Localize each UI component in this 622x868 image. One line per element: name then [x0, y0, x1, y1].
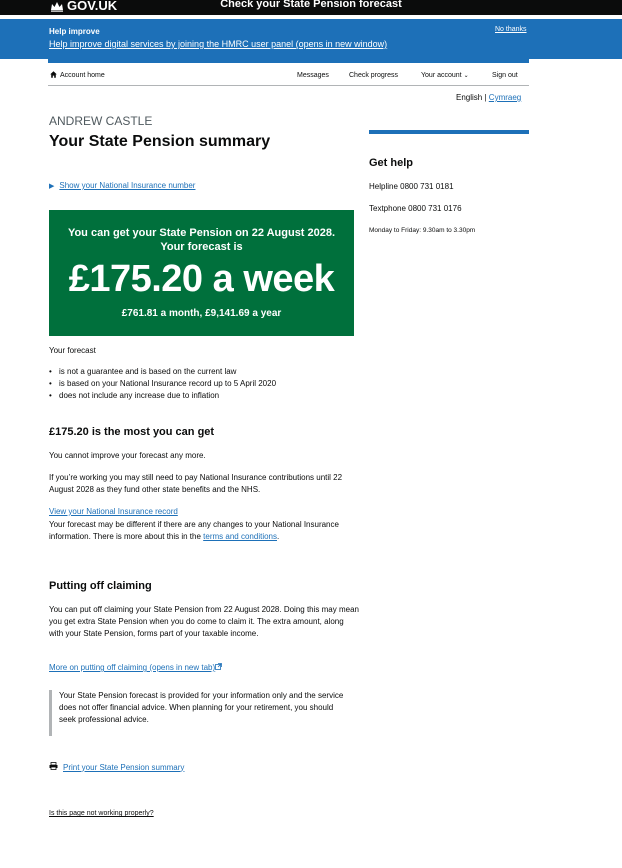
- working-paragraph: If you’re working you may still need to pay National Insurance contributions until 22 August 2028 as they fund other state benefits and the NHS.: [49, 473, 343, 494]
- show-ni-number-link[interactable]: Show your National Insurance number: [59, 181, 196, 190]
- putting-off-paragraph: You can put off claiming your State Pension from 22 August 2028. Doing this may mean you get extra State Pension when you do come to claim it. The extra amount, along with your State Pension, forms part of your taxable income.: [49, 605, 359, 638]
- print-summary-link[interactable]: Print your State Pension summary: [63, 762, 185, 772]
- home-icon: [50, 71, 57, 80]
- printer-icon: [49, 762, 58, 772]
- service-name[interactable]: Check your State Pension forecast: [220, 0, 402, 10]
- language-english: English: [456, 93, 483, 102]
- forecast-points-list: [49, 366, 276, 402]
- monthly-yearly-amount: £761.81 a month, £9,141.69 a year: [121, 308, 282, 319]
- page-title: Your State Pension summary: [49, 133, 271, 150]
- forecast-panel: [49, 210, 354, 336]
- your-account-label: Your account: [421, 72, 462, 79]
- user-name: ANDREW CASTLE: [49, 114, 153, 128]
- get-help-heading: Get help: [369, 157, 414, 169]
- messages-link[interactable]: Messages: [297, 72, 329, 79]
- textphone-text: Textphone 0800 731 0176: [369, 204, 462, 213]
- inset-text: Your State Pension forecast is provided for your information only and the service does not offer financial advice. When planning for your retirement, you should seek professional advice.: [59, 691, 344, 724]
- most-you-can-get-heading: £175.20 is the most you can get: [49, 426, 215, 438]
- forecast-different-paragraph: [49, 519, 359, 543]
- account-home-link[interactable]: [50, 71, 105, 80]
- cannot-improve-text: You cannot improve your forecast any more.: [49, 451, 206, 460]
- forecast-different-text: Your forecast may be different if there are any changes to your National Insurance information. There is more about this in the: [49, 520, 339, 541]
- sign-out-link[interactable]: Sign out: [492, 72, 518, 79]
- panel-forecast-label: Your forecast is: [160, 241, 243, 253]
- opening-hours-text: Monday to Friday: 9.30am to 3.30pm: [369, 227, 476, 234]
- language-separator: |: [484, 93, 487, 102]
- govuk-header: [0, 0, 622, 15]
- putting-off-heading: Putting off claiming: [49, 580, 152, 592]
- list-item: • is not a guarantee and is based on the current law: [49, 366, 276, 378]
- financial-advice-inset: [49, 690, 349, 736]
- help-improve-banner: [0, 19, 622, 59]
- view-ni-record-link[interactable]: View your National Insurance record: [49, 507, 178, 516]
- check-progress-link[interactable]: Check progress: [349, 72, 399, 79]
- triangle-right-icon: ▶: [49, 182, 55, 190]
- banner-title: Help improve: [49, 27, 100, 36]
- no-thanks-link[interactable]: No thanks: [495, 26, 527, 33]
- account-home-label: Account home: [60, 72, 105, 79]
- weekly-amount: £175.20 a week: [68, 258, 335, 300]
- sidebar-rule: [369, 130, 529, 134]
- user-panel-link[interactable]: Help improve digital services by joining the HMRC user panel (opens in new window): [49, 39, 388, 49]
- forecast-intro: Your forecast: [49, 346, 96, 355]
- report-problem-link[interactable]: Is this page not working properly?: [49, 810, 154, 817]
- terms-and-conditions-link[interactable]: terms and conditions: [203, 532, 277, 541]
- panel-date-line: You can get your State Pension on 22 August 2028.: [67, 227, 336, 239]
- govuk-logo-text[interactable]: GOV.UK: [67, 0, 118, 13]
- chevron-down-icon: ⌄: [463, 73, 469, 79]
- terms-end: .: [277, 532, 280, 541]
- list-item: • is based on your National Insurance record up to 5 April 2020: [49, 378, 276, 390]
- list-item: • does not include any increase due to inflation: [49, 390, 276, 402]
- account-subnav: [48, 59, 529, 86]
- print-summary[interactable]: [49, 762, 184, 772]
- more-putting-off-link[interactable]: [49, 662, 222, 674]
- helpline-text: Helpline 0800 731 0181: [369, 182, 454, 191]
- external-link-icon: [215, 663, 222, 672]
- language-welsh-link[interactable]: Cymraeg: [488, 93, 522, 102]
- language-toggle: [456, 93, 521, 102]
- more-putting-off-label: More on putting off claiming (opens in new tab): [49, 663, 216, 672]
- show-ni-number-details[interactable]: [49, 181, 195, 190]
- your-account-link[interactable]: [421, 72, 469, 79]
